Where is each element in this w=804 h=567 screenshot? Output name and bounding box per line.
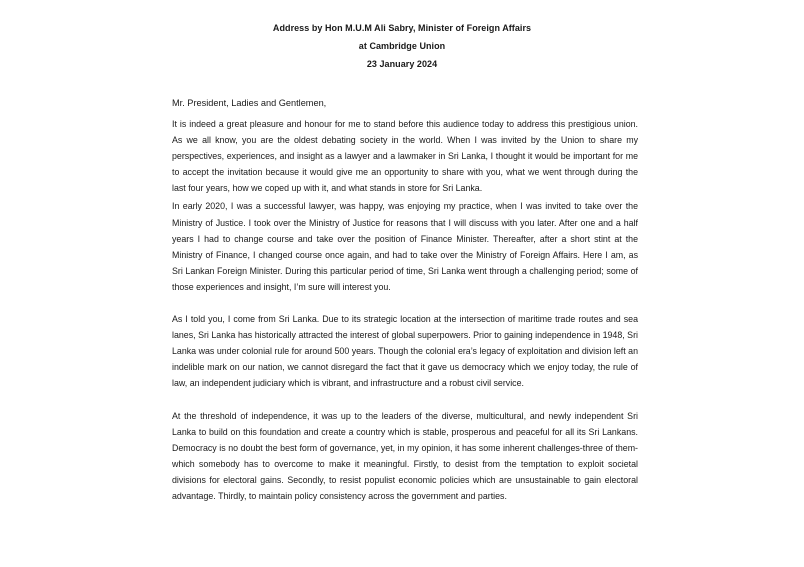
paragraph-4: At the threshold of independence, it was up to the leaders of the diverse, multicultural, and newly independent Sri Lanka to build on this foundation and create a country which is stable, prosperous and peaceful for all its Sri Lankans. Democracy is no doubt the best form of governance, yet, in my opinion, it has some inherent challenges-three of them-which somebody has to overcome to make it meaningful. Firstly, to desist from the temptation to exploit societal divisions for electoral gains. Secondly, to resist populist economic policies which are unsustainable to gain electoral advantage. Thirdly, to maintain policy consistency across the government and parties. bbox=[172, 410, 638, 501]
salutation: Mr. President, Ladies and Gentlemen, bbox=[172, 98, 327, 108]
document-title: Address by Hon M.U.M Ali Sabry, Minister of Foreign Affairs bbox=[272, 23, 532, 33]
document-body bbox=[172, 96, 638, 504]
paragraph-1: It is indeed a great pleasure and honour for me to stand before this audience today to address this prestigious union. As we all know, you are the oldest debating society in the world. When I was invited by the Union to share my perspectives, experiences, and insight as a lawyer and a lawmaker in Sri Lanka, I thought it would be important for me to accept the invitation because it would give me an opportunity to share with you, what we went through during the last four years, how we coped up with it, and what stands in store for Sri Lanka. bbox=[172, 119, 638, 194]
document-venue: at Cambridge Union bbox=[358, 41, 446, 51]
paragraph-2: In early 2020, I was a successful lawyer, was happy, was enjoying my practice, when I was invited to take over the Ministry of Justice. I took over the Ministry of Justice for reasons that I will discuss with you later. After one and a half years I had to change course and take over the position of Finance Minister. Thereafter, after a short stint at the Ministry of Finance, I changed course once again, and had to take over the Ministry of Foreign Affairs. Here I am, as Sri Lankan Foreign Minister. During this particular period of time, Sri Lanka went through a challenging period; some of those experiences and insight, I’m sure will interest you. bbox=[172, 201, 638, 292]
paragraph-3: As I told you, I come from Sri Lanka. Due to its strategic location at the intersection of maritime trade routes and sea lanes, Sri Lanka has historically attracted the interest of global superpowers. Prior to gaining independence in 1948, Sri Lanka was under colonial rule for around 500 years. Though the colonial era’s legacy of exploitation and division left an indelible mark on our nation, we cannot disregard the fact that it gave us democracy which we enjoy today, the rule of law, an independent judiciary which is vibrant, and infrastructure and a robust civil service. bbox=[172, 314, 638, 389]
document-date: 23 January 2024 bbox=[366, 59, 438, 69]
